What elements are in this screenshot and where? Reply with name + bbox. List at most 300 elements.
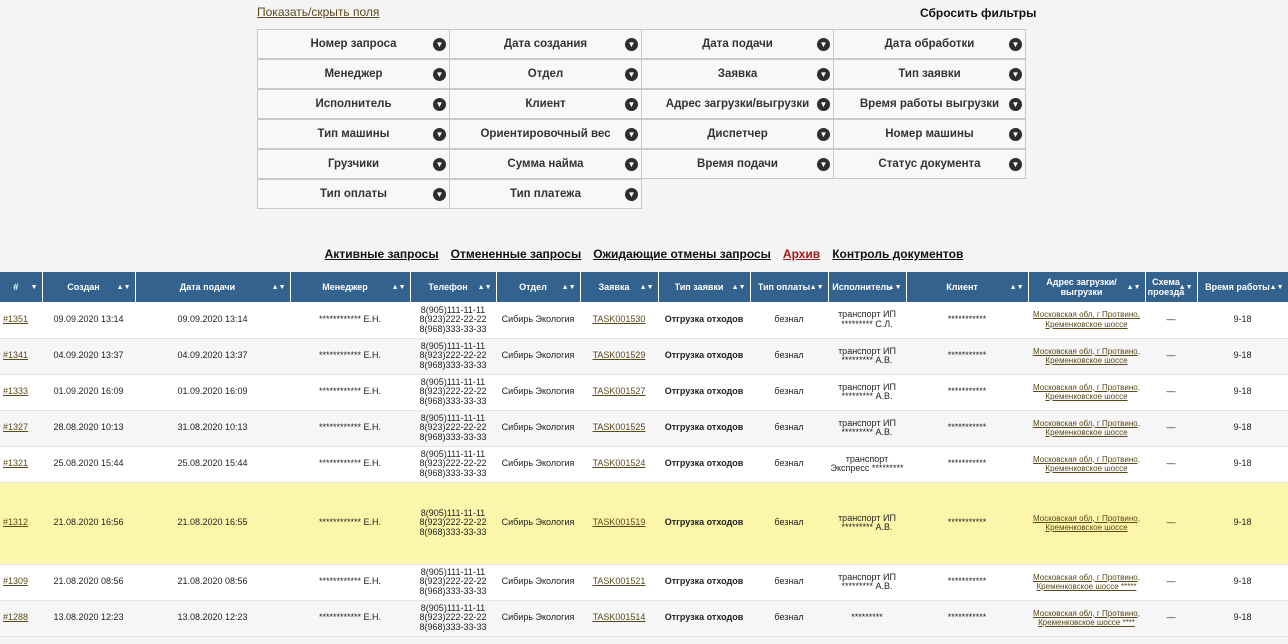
filter-dropdown[interactable]	[257, 59, 450, 89]
column-header-label: Отдел	[519, 282, 547, 292]
chevron-down-icon: ▼	[1009, 158, 1022, 171]
cell-scheme: —	[1145, 482, 1197, 564]
cell-address	[1028, 600, 1145, 636]
cell-address	[1028, 410, 1145, 446]
address-link[interactable]: Московская обл, г Протвино,	[1033, 382, 1140, 392]
cell-date: 25.08.2020 15:44	[135, 446, 290, 482]
toggle-fields-link[interactable]: Показать/скрыть поля	[257, 5, 380, 19]
column-header-label: Менеджер	[322, 282, 368, 292]
cell-client: ***********	[906, 410, 1028, 446]
column-header-label: Адрес загрузки/выгрузки	[1046, 277, 1117, 297]
cell-request-type: Отгрузка отходов	[658, 338, 750, 374]
filter-dropdown[interactable]	[257, 119, 450, 149]
filter-dropdown[interactable]	[641, 89, 834, 119]
chevron-down-icon: ▼	[625, 158, 638, 171]
executor-line: ********* С.Л.	[841, 318, 893, 329]
cell-phones	[410, 374, 496, 410]
phone-number: 8(968)333-33-33	[419, 467, 487, 478]
cell-payment: безнал	[750, 600, 828, 636]
address-link[interactable]: Кременковское шоссе	[1045, 319, 1128, 329]
executor-line: ********* А.В.	[841, 427, 893, 437]
cell-manager: ************ Е.Н.	[290, 338, 410, 374]
filter-grid	[257, 29, 1027, 209]
executor-line: транспорт ИП	[838, 417, 896, 428]
cell-executor	[828, 338, 906, 374]
address-link[interactable]: Кременковское шоссе	[1045, 356, 1128, 365]
cell-phones	[410, 338, 496, 374]
phone-number: 8(968)333-33-33	[419, 359, 487, 370]
cell-dept: Сибирь Экология	[496, 600, 580, 636]
cell-request-type: Отгрузка отходов	[658, 446, 750, 482]
cell-phones	[410, 302, 496, 338]
phone-number: 8(905)111-11-11	[420, 507, 486, 518]
cell-payment: безнал	[750, 302, 828, 338]
cell-task	[580, 600, 658, 636]
task-link[interactable]: TASK001527	[592, 386, 646, 397]
filter-dropdown[interactable]	[257, 149, 450, 179]
column-header-label: Заявка	[598, 282, 630, 292]
task-link[interactable]: TASK001524	[592, 458, 646, 469]
column-header[interactable]	[42, 272, 135, 302]
cell-scheme: —	[1145, 374, 1197, 410]
filter-label: Статус документа	[878, 158, 981, 170]
cell-id	[0, 338, 42, 374]
filter-label: Номер запроса	[310, 38, 397, 50]
request-id-link[interactable]: #1321	[3, 458, 29, 469]
table-row[interactable]	[0, 446, 1288, 482]
filter-label: Тип платежа	[509, 188, 581, 200]
chevron-down-icon: ▼	[817, 38, 830, 51]
column-header[interactable]	[1197, 272, 1288, 302]
sort-icon[interactable]: ▲▼	[1009, 284, 1024, 291]
column-header[interactable]	[750, 272, 828, 302]
cell-dept: Сибирь Экология	[496, 482, 580, 564]
cell-scheme: —	[1145, 446, 1197, 482]
executor-line: транспорт ИП	[838, 345, 896, 356]
filter-label: Менеджер	[324, 68, 383, 80]
executor-line: транспорт ИП	[838, 381, 896, 392]
chevron-down-icon: ▼	[625, 68, 638, 81]
filter-dropdown[interactable]	[833, 119, 1026, 149]
cell-executor	[828, 564, 906, 600]
filter-dropdown[interactable]	[449, 89, 642, 119]
request-id-link[interactable]: #1309	[3, 576, 29, 587]
sort-icon[interactable]: ▲▼	[391, 284, 406, 291]
filter-row	[257, 59, 1027, 89]
cell-address	[1028, 374, 1145, 410]
cell-client: ***********	[906, 302, 1028, 338]
executor-line: транспорт ИП	[838, 512, 896, 523]
address-link[interactable]: Московская обл, г Протвино,	[1033, 454, 1140, 464]
column-header[interactable]	[290, 272, 410, 302]
chevron-down-icon: ▼	[817, 158, 830, 171]
cell-date: 09.09.2020 13:14	[135, 302, 290, 338]
chevron-down-icon: ▼	[625, 188, 638, 201]
filter-dropdown[interactable]	[449, 179, 642, 209]
address-link[interactable]: Кременковское шоссе ****	[1038, 618, 1135, 627]
sort-icon[interactable]: ▲▼	[1269, 284, 1284, 291]
filter-label: Дата обработки	[884, 38, 975, 50]
cell-dept: Сибирь Экология	[496, 446, 580, 482]
cell-client: ***********	[906, 564, 1028, 600]
task-link[interactable]: TASK001514	[592, 612, 646, 623]
column-header-label: Телефон	[428, 282, 468, 292]
task-link[interactable]: TASK001519	[592, 517, 646, 528]
sort-icon[interactable]: ▲▼	[809, 284, 824, 291]
address-link[interactable]: Московская обл, г Протвино,	[1033, 572, 1140, 582]
column-header[interactable]	[1028, 272, 1145, 302]
cell-task	[580, 302, 658, 338]
filter-dropdown[interactable]	[641, 119, 834, 149]
filter-row	[257, 29, 1027, 59]
phone-number: 8(905)111-11-11	[420, 448, 486, 459]
chevron-down-icon: ▼	[625, 128, 638, 141]
cell-manager: ************ Е.Н.	[290, 600, 410, 636]
cell-id	[0, 410, 42, 446]
phone-number: 8(905)111-11-11	[420, 376, 486, 387]
cell-scheme: —	[1145, 302, 1197, 338]
chevron-down-icon: ▼	[1009, 98, 1022, 111]
executor-line: *********	[851, 612, 883, 623]
filter-row	[257, 89, 1027, 119]
chevron-down-icon: ▼	[817, 128, 830, 141]
request-id-link[interactable]: #1327	[3, 422, 29, 433]
filter-label: Заявка	[717, 68, 758, 80]
cell-dept: Сибирь Экология	[496, 302, 580, 338]
column-header-label: Время работы	[1205, 282, 1270, 292]
column-header-label: Схема проезда	[1147, 277, 1185, 297]
filter-label: Ориентировочный вес	[480, 128, 611, 140]
cell-manager: ************ Е.Н.	[290, 446, 410, 482]
cell-dept: Сибирь Экология	[496, 374, 580, 410]
phone-number: 8(923)222-22-22	[419, 314, 487, 324]
tab-link[interactable]: Ожидающие отмены запросы	[593, 247, 771, 261]
cell-request-type: Отгрузка отходов	[658, 600, 750, 636]
cell-id	[0, 600, 42, 636]
cell-phones	[410, 564, 496, 600]
cell-created: 28.08.2020 10:13	[42, 410, 135, 446]
filter-row	[257, 149, 1027, 179]
cell-date: 13.08.2020 12:23	[135, 600, 290, 636]
filter-label: Адрес загрузки/выгрузки	[665, 98, 810, 110]
cell-hours: 9-18	[1197, 374, 1288, 410]
chevron-down-icon: ▼	[433, 188, 446, 201]
chevron-down-icon: ▼	[1009, 128, 1022, 141]
cell-scheme: —	[1145, 338, 1197, 374]
phone-number: 8(923)222-22-22	[419, 350, 487, 361]
filter-dropdown[interactable]	[833, 89, 1026, 119]
cell-executor	[828, 600, 906, 636]
cell-executor	[828, 446, 906, 482]
filter-label: Время работы выгрузки	[859, 98, 1000, 110]
filter-dropdown[interactable]	[833, 29, 1026, 59]
cell-date: 01.09.2020 16:09	[135, 374, 290, 410]
tab-link[interactable]: Отмененные запросы	[450, 247, 582, 261]
cell-created: 21.08.2020 16:56	[42, 482, 135, 564]
cell-hours: 9-18	[1197, 564, 1288, 600]
tab-link[interactable]: Активные запросы	[324, 247, 439, 261]
cell-id	[0, 374, 42, 410]
cell-manager: ************ Е.Н.	[290, 374, 410, 410]
cell-dept: Сибирь Экология	[496, 338, 580, 374]
cell-hours: 9-18	[1197, 338, 1288, 374]
cell-address	[1028, 564, 1145, 600]
cell-created: 21.08.2020 08:56	[42, 564, 135, 600]
filter-dropdown[interactable]	[449, 59, 642, 89]
table-row[interactable]	[0, 482, 1288, 564]
cell-payment: безнал	[750, 482, 828, 564]
request-id-link[interactable]: #1341	[3, 350, 29, 361]
filter-label: Клиент	[525, 98, 566, 110]
filter-label: Номер машины	[885, 128, 974, 140]
filter-dropdown[interactable]	[257, 29, 450, 59]
address-link[interactable]: Кременковское шоссе *****	[1036, 582, 1137, 591]
cell-id	[0, 564, 42, 600]
column-header[interactable]	[658, 272, 750, 302]
cell-hours: 9-18	[1197, 302, 1288, 338]
executor-line: транспорт ИП	[838, 571, 896, 582]
cell-address	[1028, 338, 1145, 374]
cell-client: ***********	[906, 482, 1028, 564]
cell-request-type: Отгрузка отходов	[658, 482, 750, 564]
cell-payment: безнал	[750, 564, 828, 600]
address-link[interactable]: Московская обл, г Протвино,	[1033, 608, 1140, 618]
executor-line: ********* А.В.	[841, 581, 893, 591]
cell-scheme: —	[1145, 564, 1197, 600]
executor-line: ********* А.В.	[841, 522, 893, 532]
phone-number: 8(905)111-11-11	[420, 602, 486, 613]
cell-task	[580, 338, 658, 374]
column-header-label: Тип оплаты	[757, 282, 811, 292]
cell-request-type: Отгрузка отходов	[658, 410, 750, 446]
column-header[interactable]	[0, 272, 42, 302]
column-header-label: Дата подачи	[179, 282, 236, 292]
cell-date: 31.08.2020 10:13	[135, 410, 290, 446]
cell-id	[0, 302, 42, 338]
cell-id	[0, 482, 42, 564]
cell-payment: безнал	[750, 338, 828, 374]
filter-label: Грузчики	[327, 158, 380, 170]
address-link[interactable]: Кременковское шоссе	[1045, 428, 1128, 437]
cell-executor	[828, 374, 906, 410]
chevron-down-icon: ▼	[433, 158, 446, 171]
executor-line: Экспресс *********	[830, 463, 904, 473]
cell-request-type: Отгрузка отходов	[658, 374, 750, 410]
task-link[interactable]: TASK001530	[592, 314, 646, 324]
filter-dropdown[interactable]	[449, 119, 642, 149]
chevron-down-icon: ▼	[817, 68, 830, 81]
filter-dropdown[interactable]	[257, 89, 450, 119]
sort-icon[interactable]: ▲▼	[1126, 284, 1141, 291]
cell-request-type: Отгрузка отходов	[658, 564, 750, 600]
sort-icon[interactable]: ▼	[30, 284, 38, 291]
cell-date: 04.09.2020 13:37	[135, 338, 290, 374]
request-id-link[interactable]: #1333	[3, 386, 29, 397]
reset-filters-button[interactable]: Сбросить фильтры	[920, 6, 1037, 20]
column-header[interactable]	[1145, 272, 1197, 302]
table-row[interactable]	[0, 600, 1288, 636]
filter-label: Диспетчер	[707, 128, 768, 140]
column-header-label: Клиент	[946, 282, 978, 292]
cell-task	[580, 482, 658, 564]
column-header[interactable]	[580, 272, 658, 302]
cell-manager: ************ Е.Н.	[290, 410, 410, 446]
filter-dropdown[interactable]	[833, 59, 1026, 89]
cell-dept: Сибирь Экология	[496, 410, 580, 446]
phone-number: 8(968)333-33-33	[419, 431, 487, 442]
filter-dropdown[interactable]	[449, 29, 642, 59]
task-link[interactable]: TASK001525	[592, 422, 646, 433]
cell-payment: безнал	[750, 446, 828, 482]
address-link[interactable]: Кременковское шоссе	[1045, 392, 1128, 401]
chevron-down-icon: ▼	[433, 68, 446, 81]
tab-link[interactable]: Контроль документов	[832, 247, 964, 261]
cell-scheme: —	[1145, 410, 1197, 446]
chevron-down-icon: ▼	[1009, 38, 1022, 51]
sort-icon[interactable]: ▲▼	[561, 284, 576, 291]
phone-number: 8(968)333-33-33	[419, 621, 487, 632]
filter-dropdown[interactable]	[833, 149, 1026, 179]
cell-created: 01.09.2020 16:09	[42, 374, 135, 410]
phone-number: 8(968)333-33-33	[419, 526, 487, 537]
phone-number: 8(923)222-22-22	[419, 576, 487, 587]
cell-task	[580, 410, 658, 446]
cell-created: 13.08.2020 12:23	[42, 600, 135, 636]
filter-dropdown[interactable]	[449, 149, 642, 179]
cell-request-type: Отгрузка отходов	[658, 302, 750, 338]
cell-scheme: —	[1145, 600, 1197, 636]
chevron-down-icon: ▼	[433, 38, 446, 51]
address-link[interactable]: Московская обл, г Протвино,	[1033, 418, 1140, 428]
column-header-label: Тип заявки	[674, 282, 724, 292]
phone-number: 8(905)111-11-11	[420, 566, 486, 577]
filter-dropdown[interactable]	[641, 59, 834, 89]
column-header-label: #	[13, 282, 19, 292]
task-link[interactable]: TASK001529	[592, 350, 646, 361]
filter-label: Исполнитель	[315, 98, 392, 110]
cell-hours: 9-18	[1197, 410, 1288, 446]
phone-number: 8(923)222-22-22	[419, 386, 487, 397]
request-id-link[interactable]: #1312	[3, 517, 29, 528]
table-header-row	[0, 272, 1288, 302]
cell-id	[0, 446, 42, 482]
cell-payment: безнал	[750, 410, 828, 446]
cell-task	[580, 446, 658, 482]
filter-dropdown[interactable]	[641, 149, 834, 179]
column-header[interactable]	[496, 272, 580, 302]
sort-icon[interactable]: ▲▼	[477, 284, 492, 291]
phone-number: 8(923)222-22-22	[419, 422, 487, 433]
sort-icon[interactable]: ▲▼	[1178, 284, 1193, 291]
filter-label: Отдел	[527, 68, 564, 80]
address-link[interactable]: Кременковское шоссе	[1045, 523, 1128, 532]
address-link[interactable]: Московская обл, г Протвино,	[1033, 346, 1140, 356]
sort-icon[interactable]: ▲▼	[116, 284, 131, 291]
phone-number: 8(968)333-33-33	[419, 585, 487, 596]
cell-date: 21.08.2020 08:56	[135, 564, 290, 600]
cell-date: 21.08.2020 16:55	[135, 482, 290, 564]
executor-line: транспорт	[845, 453, 889, 464]
cell-address	[1028, 302, 1145, 338]
requests-table	[0, 272, 1288, 637]
cell-client: ***********	[906, 600, 1028, 636]
address-link[interactable]: Московская обл, г Протвино,	[1033, 310, 1140, 320]
phone-number: 8(968)333-33-33	[419, 395, 487, 406]
cell-hours: 9-18	[1197, 482, 1288, 564]
filter-label: Сумма найма	[507, 158, 584, 170]
cell-task	[580, 374, 658, 410]
column-header[interactable]	[828, 272, 906, 302]
cell-task	[580, 564, 658, 600]
column-header[interactable]	[135, 272, 290, 302]
cell-executor	[828, 410, 906, 446]
filter-label: Тип заявки	[898, 68, 961, 80]
filter-label: Тип машины	[317, 128, 390, 140]
tab-link[interactable]: Архив	[782, 247, 821, 261]
executor-line: ********* А.В.	[841, 355, 893, 365]
cell-hours: 9-18	[1197, 446, 1288, 482]
column-header-label: Исполнитель	[832, 282, 892, 292]
address-link[interactable]: Кременковское шоссе	[1045, 464, 1128, 473]
cell-phones	[410, 446, 496, 482]
cell-phones	[410, 482, 496, 564]
chevron-down-icon: ▼	[625, 98, 638, 111]
task-link[interactable]: TASK001521	[592, 576, 646, 587]
table-row[interactable]	[0, 564, 1288, 600]
column-header[interactable]	[410, 272, 496, 302]
sort-icon[interactable]: ▲▼	[731, 284, 746, 291]
request-id-link[interactable]: #1351	[3, 314, 29, 324]
address-link[interactable]: Московская обл, г Протвино,	[1033, 513, 1140, 523]
phone-number: 8(905)111-11-11	[420, 304, 486, 315]
table-row[interactable]	[0, 410, 1288, 446]
cell-executor	[828, 302, 906, 338]
cell-executor	[828, 482, 906, 564]
cell-phones	[410, 600, 496, 636]
cell-client: ***********	[906, 446, 1028, 482]
phone-number: 8(923)222-22-22	[419, 612, 487, 623]
cell-address	[1028, 446, 1145, 482]
table-row[interactable]	[0, 302, 1288, 338]
table-row[interactable]	[0, 338, 1288, 374]
phone-number: 8(923)222-22-22	[419, 458, 487, 469]
phone-number: 8(968)333-33-33	[419, 323, 487, 334]
cell-client: ***********	[906, 338, 1028, 374]
cell-created: 04.09.2020 13:37	[42, 338, 135, 374]
filter-label: Тип оплаты	[320, 188, 387, 200]
chevron-down-icon: ▼	[625, 38, 638, 51]
filter-row	[257, 119, 1027, 149]
cell-payment: безнал	[750, 374, 828, 410]
executor-line: ********* А.В.	[841, 391, 893, 401]
phone-number: 8(923)222-22-22	[419, 517, 487, 528]
filter-dropdown[interactable]	[257, 179, 450, 209]
column-header-label: Создан	[67, 282, 100, 292]
cell-client: ***********	[906, 374, 1028, 410]
chevron-down-icon: ▼	[433, 128, 446, 141]
sort-icon[interactable]: ▲▼	[639, 284, 654, 291]
column-header[interactable]	[906, 272, 1028, 302]
request-id-link[interactable]: #1288	[3, 612, 29, 623]
table-row[interactable]	[0, 374, 1288, 410]
filter-dropdown[interactable]	[641, 29, 834, 59]
sort-icon[interactable]: ▲▼	[271, 284, 286, 291]
filter-label: Дата подачи	[702, 38, 773, 50]
chevron-down-icon: ▼	[1009, 68, 1022, 81]
request-tabs	[0, 247, 1288, 261]
sort-icon[interactable]: ▲▼	[887, 284, 902, 291]
cell-created: 25.08.2020 15:44	[42, 446, 135, 482]
